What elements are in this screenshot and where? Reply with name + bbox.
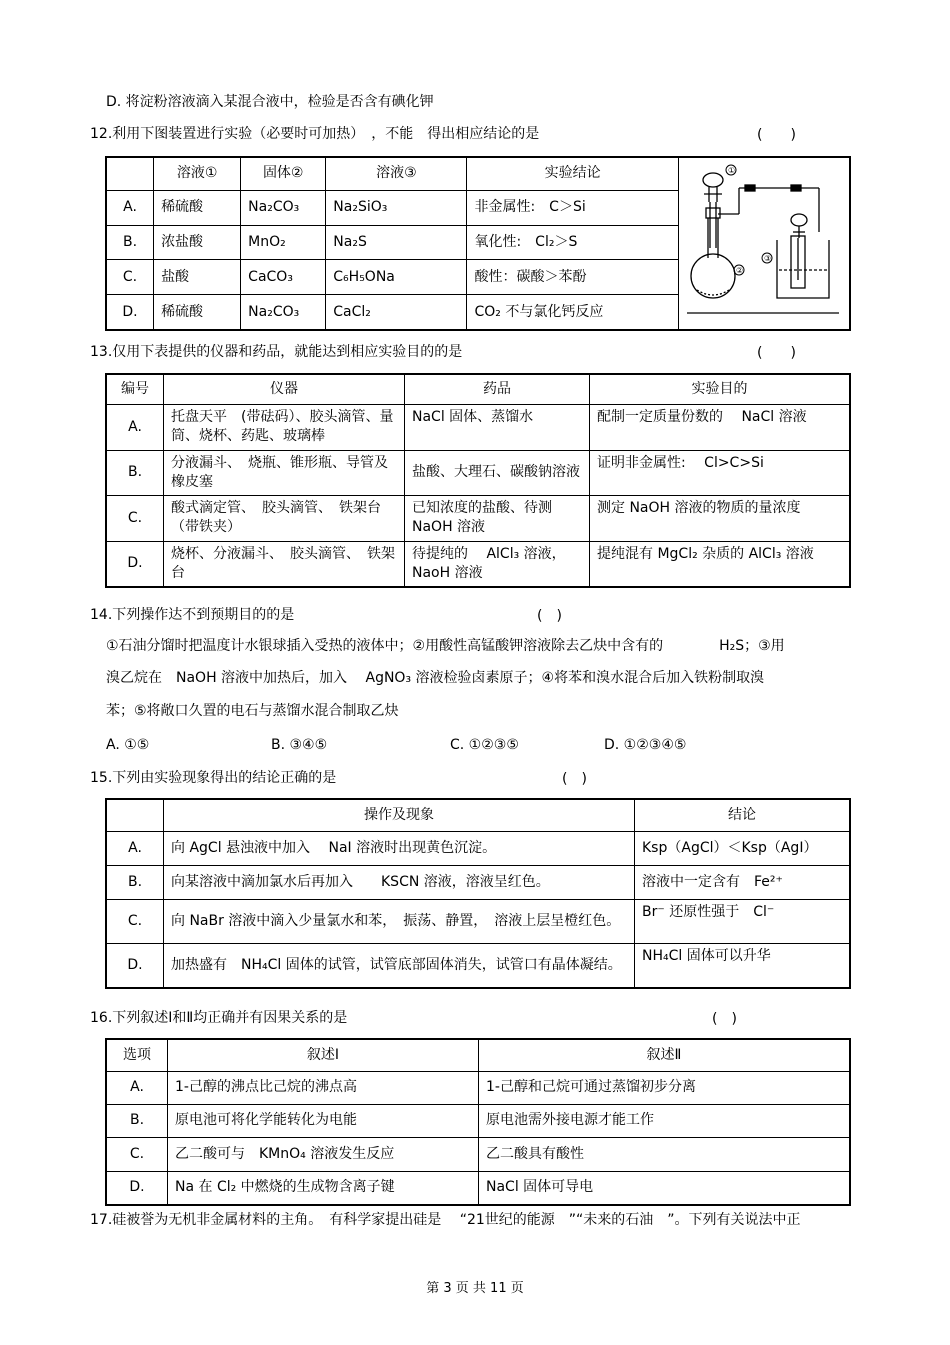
cell: 稀硫酸: [154, 190, 241, 225]
row-option: D.: [106, 541, 164, 587]
cell: 加热盛有 NH₄Cl 固体的试管，试管底部固体消失，试管口有晶体凝结。: [164, 944, 635, 988]
cell: 盐酸、大理石、碳酸钠溶液: [405, 450, 590, 495]
q16-header-3: 叙述Ⅱ: [479, 1039, 851, 1071]
cell: 待提纯的 AlCl₃ 溶液，NaoH 溶液: [405, 541, 590, 587]
cell: NH₄Cl 固体可以升华: [635, 944, 851, 988]
q17-stem: 17.硅被誉为无机非金属材料的主角。 有科学家提出硅是 “21世纪的能源 ”“未来的石油 ”。下列有关说法中正: [90, 1212, 801, 1228]
q13-row-c: [106, 495, 850, 541]
cell: 向 NaBr 溶液中滴入少量氯水和苯， 振荡、静置， 溶液上层呈橙红色。: [164, 900, 635, 944]
q14-option-d: D. ①②③④⑤: [604, 737, 687, 753]
row-option: C.: [106, 260, 154, 295]
q13-table: [105, 373, 851, 588]
q13-header-4: 实验目的: [590, 374, 851, 404]
q12-answer-paren: ( ): [757, 127, 796, 143]
cell: 原电池可将化学能转化为电能: [168, 1104, 479, 1137]
row-option: D.: [106, 295, 154, 330]
q14-line-1: ①石油分馏时把温度计水银球插入受热的液体中；②用酸性高锰酸钾溶液除去乙炔中含有的 H₂S；③用: [106, 638, 785, 654]
q13-row-d: [106, 541, 850, 587]
row-option: C.: [106, 495, 164, 541]
cell: 1-己醇的沸点比己烷的沸点高: [168, 1071, 479, 1104]
row-option: D.: [106, 1171, 168, 1205]
cell: 分液漏斗、 烧瓶、锥形瓶、导管及橡皮塞: [164, 450, 405, 495]
cell: CaCl₂: [326, 295, 467, 330]
diagram-label-2: ②: [735, 266, 743, 275]
cell: 已知浓度的盐酸、待测 NaOH 溶液: [405, 495, 590, 541]
row-option: B.: [106, 865, 164, 899]
q16-header-2: 叙述Ⅰ: [168, 1039, 479, 1071]
row-option: A.: [106, 404, 164, 450]
q14-line-3: 苯；⑤将敞口久置的电石与蒸馏水混合制取乙炔: [106, 703, 399, 719]
cell: NaCl 固体、蒸馏水: [405, 404, 590, 450]
q14-option-b: B. ③④⑤: [271, 737, 328, 753]
row-option: B.: [106, 225, 154, 259]
q15-header-1: 操作及现象: [164, 799, 635, 831]
row-option: C.: [106, 900, 164, 944]
q14-line-2: 溴乙烷在 NaOH 溶液中加热后，加入 AgNO₃ 溶液检验卤素原子；④将苯和溴水混合后加入铁粉制取溴: [106, 670, 765, 686]
cell: CaCO₃: [241, 260, 326, 295]
cell: 浓盐酸: [154, 225, 241, 259]
q14-stem: 14.下列操作达不到预期目的的是: [90, 607, 295, 623]
cell: NaCl 固体可导电: [479, 1171, 851, 1205]
cell: 乙二酸具有酸性: [479, 1137, 851, 1171]
cell: CO₂ 不与氯化钙反应: [467, 295, 678, 330]
q15-row-c: [106, 900, 850, 944]
q15-row-a: [106, 831, 850, 865]
diagram-label-1: ①: [727, 166, 735, 175]
cell: Na 在 Cl₂ 中燃烧的生成物含离子键: [168, 1171, 479, 1205]
q13-row-b: [106, 450, 850, 495]
cell: MnO₂: [241, 225, 326, 259]
cell: 测定 NaOH 溶液的物质的量浓度: [590, 495, 851, 541]
q13-header-2: 仪器: [164, 374, 405, 404]
q12-header-1: 溶液①: [154, 157, 241, 190]
q14-option-a: A. ①⑤: [106, 737, 150, 753]
cell: 氧化性: Cl₂＞S: [467, 225, 678, 259]
cell: 配制一定质量份数的 NaCl 溶液: [590, 404, 851, 450]
cell: 乙二酸可与 KMnO₄ 溶液发生反应: [168, 1137, 479, 1171]
cell: 证明非金属性: Cl>C>Si: [590, 450, 851, 495]
q16-table: [105, 1038, 851, 1206]
cell: 1-己醇和己烷可通过蒸馏初步分离: [479, 1071, 851, 1104]
page-footer: 第 3 页 共 11 页: [426, 1281, 524, 1296]
q15-table: [105, 798, 851, 989]
q15-row-d: [106, 944, 850, 988]
q13-answer-paren: ( ): [757, 345, 796, 361]
q16-row-b: [106, 1104, 850, 1137]
q12-header-2: 固体②: [241, 157, 326, 190]
q16-stem: 16.下列叙述Ⅰ和Ⅱ均正确并有因果关系的是: [90, 1010, 348, 1026]
q13-stem: 13.仅用下表提供的仪器和药品，就能达到相应实验目的的是: [90, 344, 463, 360]
cell: Br⁻ 还原性强于 Cl⁻: [635, 900, 851, 944]
q16-answer-paren: ( ): [712, 1011, 737, 1027]
cell: Na₂CO₃: [241, 190, 326, 225]
q14-answer-paren: ( ): [537, 608, 562, 624]
diagram-label-3: ③: [763, 254, 771, 263]
q11-option-d: D. 将淀粉溶液滴入某混合液中，检验是否含有碘化钾: [106, 94, 434, 110]
cell: 溶液中一定含有 Fe²⁺: [635, 865, 851, 899]
cell: Na₂CO₃: [241, 295, 326, 330]
q12-header-3: 溶液③: [326, 157, 467, 190]
q12-header-4: 实验结论: [467, 157, 678, 190]
cell: 酸式滴定管、 胶头滴管、 铁架台（带铁夹）: [164, 495, 405, 541]
cell: 向某溶液中滴加氯水后再加入 KSCN 溶液，溶液呈红色。: [164, 865, 635, 899]
q12-apparatus-diagram: [678, 157, 850, 330]
q13-header-1: 编号: [106, 374, 164, 404]
cell: 提纯混有 MgCl₂ 杂质的 AlCl₃ 溶液: [590, 541, 851, 587]
q12-stem: 12.利用下图装置进行实验（必要时可加热） ，不能 得出相应结论的是: [90, 126, 540, 142]
cell: 稀硫酸: [154, 295, 241, 330]
cell: C₆H₅ONa: [326, 260, 467, 295]
q16-header-1: 选项: [106, 1039, 168, 1071]
row-option: B.: [106, 450, 164, 495]
q14-option-c: C. ①②③⑤: [450, 737, 519, 753]
q13-row-a: [106, 404, 850, 450]
row-option: C.: [106, 1137, 168, 1171]
cell: 原电池需外接电源才能工作: [479, 1104, 851, 1137]
q16-row-c: [106, 1137, 850, 1171]
q15-header-2: 结论: [635, 799, 851, 831]
row-option: B.: [106, 1104, 168, 1137]
cell: 烧杯、分液漏斗、 胶头滴管、 铁架台: [164, 541, 405, 587]
apparatus-icon: [679, 158, 849, 323]
cell: Na₂S: [326, 225, 467, 259]
q15-stem: 15.下列由实验现象得出的结论正确的是: [90, 770, 337, 786]
cell: 非金属性: C＞Si: [467, 190, 678, 225]
cell: 酸性：碳酸＞苯酚: [467, 260, 678, 295]
row-option: A.: [106, 1071, 168, 1104]
cell: 盐酸: [154, 260, 241, 295]
cell: Ksp（AgCl）＜Ksp（AgI）: [635, 831, 851, 865]
q16-row-d: [106, 1171, 850, 1205]
cell: Na₂SiO₃: [326, 190, 467, 225]
row-option: A.: [106, 831, 164, 865]
row-option: D.: [106, 944, 164, 988]
cell: 向 AgCl 悬浊液中加入 NaI 溶液时出现黄色沉淀。: [164, 831, 635, 865]
q15-row-b: [106, 865, 850, 899]
q13-header-3: 药品: [405, 374, 590, 404]
row-option: A.: [106, 190, 154, 225]
q12-table: [105, 156, 851, 331]
q16-row-a: [106, 1071, 850, 1104]
q15-answer-paren: ( ): [562, 771, 587, 787]
cell: 托盘天平 (带砝码）、胶头滴管、量筒、烧杯、药匙、玻璃棒: [164, 404, 405, 450]
